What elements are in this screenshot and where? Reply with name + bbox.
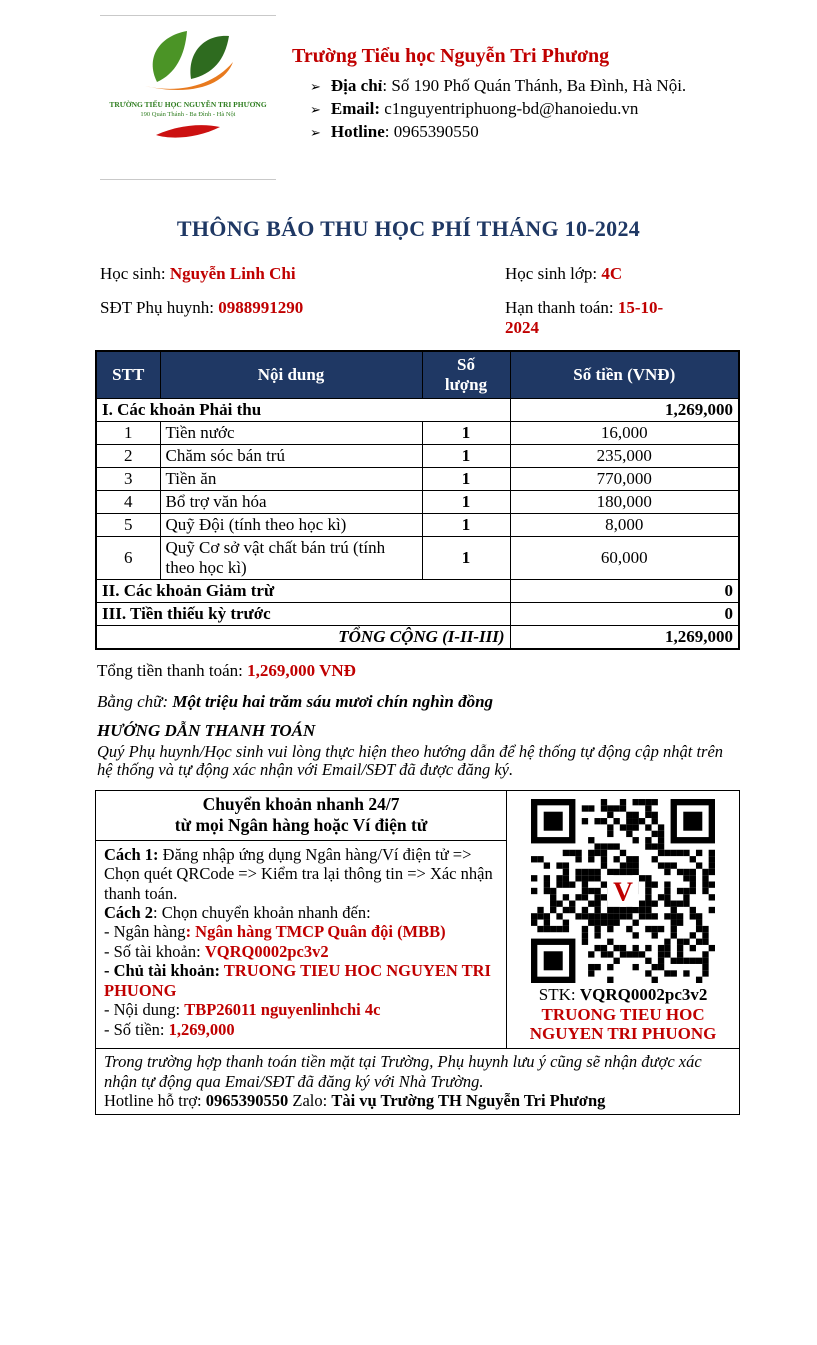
arrow-bullet-icon: ➢ xyxy=(310,125,321,140)
amount-in-words-line xyxy=(0,692,817,712)
row-desc: Tiền ăn xyxy=(160,468,422,491)
due-date-value: 15-10-2024 xyxy=(505,298,664,337)
due-date-line xyxy=(505,298,690,338)
hotline-label: Hotline xyxy=(330,122,385,141)
school-name: Trường Tiểu học Nguyễn Tri Phương xyxy=(292,45,610,67)
bank-value: : Ngân hàng TMCP Quân đội (MBB) xyxy=(185,922,446,942)
payment-note xyxy=(96,1049,740,1115)
row-amount: 180,000 xyxy=(510,491,739,514)
method1-line xyxy=(104,845,498,903)
amount-line xyxy=(104,1020,498,1039)
section-row-deductions xyxy=(96,580,739,603)
parent-phone-label: SĐT Phụ huynh: xyxy=(100,298,219,317)
method1-label: Cách 1: xyxy=(104,844,159,864)
row-qty: 1 xyxy=(422,537,510,580)
page-title: THÔNG BÁO THU HỌC PHÍ THÁNG 10-2024 xyxy=(176,216,641,241)
row-desc: Tiền nước xyxy=(160,422,422,445)
row-stt: 3 xyxy=(96,468,160,491)
red-swoosh-icon xyxy=(152,122,224,142)
qr-code xyxy=(531,799,715,983)
student-name-line xyxy=(100,264,505,284)
address-line xyxy=(310,76,686,96)
table-row xyxy=(96,422,739,445)
hotline-line xyxy=(310,122,686,142)
section1-amount: 1,269,000 xyxy=(510,399,739,422)
support-hotline-label: Hotline hỗ trợ: xyxy=(104,1090,206,1110)
row-amount: 16,000 xyxy=(510,422,739,445)
section-row-receivables xyxy=(96,399,739,422)
account-label: - Số tài khoản: xyxy=(104,941,205,961)
qr-stk-label: STK: xyxy=(538,984,580,1004)
row-stt: 5 xyxy=(96,514,160,537)
payment-guide-title: HƯỚNG DẪN THANH TOÁN xyxy=(97,721,316,740)
cash-payment-note: Trong trường hợp thanh toán tiền mặt tại Trường, Phụ huynh lưu ý cũng sẽ nhận được xác nhận tự động qua Emai/SĐT đã đăng ký với Nhà Trường. xyxy=(104,1052,702,1091)
row-stt: 4 xyxy=(96,491,160,514)
table-row xyxy=(96,468,739,491)
row-qty: 1 xyxy=(422,491,510,514)
due-date-label: Hạn thanh toán: xyxy=(505,298,618,317)
row-desc: Chăm sóc bán trú xyxy=(160,445,422,468)
parent-phone-value: 0988991290 xyxy=(218,298,304,317)
school-info xyxy=(292,15,686,180)
hotline-value: : 0965390550 xyxy=(384,122,479,141)
payment-title-line1: Chuyển khoản nhanh 24/7 xyxy=(202,793,400,814)
row-stt: 2 xyxy=(96,445,160,468)
student-info xyxy=(0,264,817,338)
holder-value: TRUONG TIEU HOC NGUYEN TRI PHUONG xyxy=(104,961,491,1000)
qr-panel xyxy=(507,790,740,1048)
method2-line xyxy=(104,903,498,922)
bank-label: - Ngân hàng xyxy=(104,922,186,942)
address-label: Địa chỉ xyxy=(330,76,383,95)
email-label: Email: xyxy=(330,99,381,118)
leaves-icon xyxy=(123,24,253,98)
parent-phone-line xyxy=(100,298,505,338)
table-row xyxy=(96,445,739,468)
support-line xyxy=(104,1091,731,1110)
total-payment-label: Tổng tiền thanh toán: xyxy=(97,661,248,680)
method2-text: : Chọn chuyển khoản nhanh đến: xyxy=(153,902,371,922)
student-name-value: Nguyễn Linh Chi xyxy=(169,264,296,283)
fee-table xyxy=(95,350,740,650)
section2-label: II. Các khoản Giảm trừ xyxy=(96,580,510,603)
qr-stk-value: VQRQ0002pc3v2 xyxy=(579,984,708,1004)
support-hotline-value: 0965390550 xyxy=(205,1090,289,1110)
content-value: TBP26011 nguyenlinhchi 4c xyxy=(184,1000,381,1020)
table-row xyxy=(96,491,739,514)
arrow-bullet-icon: ➢ xyxy=(310,102,321,117)
holder-line xyxy=(104,961,498,1000)
table-header-row xyxy=(96,351,739,399)
student-name-label: Học sinh: xyxy=(100,264,170,283)
row-qty: 1 xyxy=(422,514,510,537)
row-stt: 6 xyxy=(96,537,160,580)
payment-guide-text: Quý Phụ huynh/Học sinh vui lòng thực hiện theo hướng dẫn để hệ thống tự động cập nhật trên hệ thống và tự động xác nhận với Email/SĐT đã được đăng ký. xyxy=(97,742,724,780)
table-row xyxy=(96,514,739,537)
payment-box-title xyxy=(96,790,507,840)
section3-label: III. Tiền thiếu kỳ trước xyxy=(96,603,510,626)
section3-amount: 0 xyxy=(510,603,739,626)
account-value: VQRQ0002pc3v2 xyxy=(204,941,329,961)
payment-header-row xyxy=(96,790,740,840)
school-logo xyxy=(100,15,276,180)
header xyxy=(0,0,817,180)
row-amount: 60,000 xyxy=(510,537,739,580)
row-qty: 1 xyxy=(422,445,510,468)
logo-school-name: TRƯỜNG TIỂU HỌC NGUYỄN TRI PHƯƠNG xyxy=(109,100,267,109)
student-class-line xyxy=(505,264,690,284)
payment-box xyxy=(95,790,740,1116)
total-amount: 1,269,000 xyxy=(510,626,739,650)
row-desc: Bổ trợ văn hóa xyxy=(160,491,422,514)
row-amount: 8,000 xyxy=(510,514,739,537)
col-header-qty-text: Số lượng xyxy=(444,355,488,394)
method1-text: Đăng nhập ứng dụng Ngân hàng/Ví điện tử => Chọn quét QRCode => Kiểm tra lại thông tin => Xác nhận thanh toán. xyxy=(104,844,493,903)
payment-note-row xyxy=(96,1049,740,1115)
arrow-bullet-icon: ➢ xyxy=(310,79,321,94)
col-header-desc: Nội dung xyxy=(160,351,422,399)
support-zalo-label: Zalo: xyxy=(288,1090,332,1110)
support-zalo-value: Tài vụ Trường TH Nguyễn Tri Phương xyxy=(331,1090,606,1110)
amount-label: - Số tiền: xyxy=(104,1019,169,1039)
bank-line xyxy=(104,922,498,941)
row-desc: Quỹ Cơ sở vật chất bán trú (tính theo học kì) xyxy=(160,537,422,580)
account-line xyxy=(104,942,498,961)
svg-text:V: V xyxy=(613,876,633,907)
total-label: TỔNG CỘNG (I-II-III) xyxy=(96,626,510,650)
method2-label: Cách 2 xyxy=(104,902,154,922)
address-value: : Số 190 Phố Quán Thánh, Ba Đình, Hà Nội. xyxy=(382,76,687,95)
col-header-stt: STT xyxy=(96,351,160,399)
holder-label: - Chủ tài khoản: xyxy=(104,961,224,981)
payment-title-line2: từ mọi Ngân hàng hoặc Ví điện tử xyxy=(174,814,428,835)
total-row xyxy=(96,626,739,650)
row-qty: 1 xyxy=(422,468,510,491)
student-class-label: Học sinh lớp: xyxy=(505,264,602,283)
payment-instructions xyxy=(96,840,507,1048)
total-payment-value: 1,269,000 VNĐ xyxy=(247,661,356,680)
total-payment-line xyxy=(0,661,817,681)
student-class-value: 4C xyxy=(601,264,623,283)
col-header-amount: Số tiền (VNĐ) xyxy=(510,351,739,399)
row-qty: 1 xyxy=(422,422,510,445)
col-header-qty xyxy=(422,351,510,399)
content-label: - Nội dung: xyxy=(104,1000,185,1020)
qr-stk-line xyxy=(511,985,735,1005)
table-row xyxy=(96,537,739,580)
amount-in-words-value: Một triệu hai trăm sáu mươi chín nghìn đồng xyxy=(172,692,494,711)
content-line xyxy=(104,1000,498,1019)
email-line xyxy=(310,99,686,119)
email-value: c1nguyentriphuong-bd@hanoiedu.vn xyxy=(380,99,639,118)
qr-holder-line2: NGUYEN TRI PHUONG xyxy=(529,1024,717,1044)
section2-amount: 0 xyxy=(510,580,739,603)
row-amount: 235,000 xyxy=(510,445,739,468)
amount-in-words-label: Bằng chữ: xyxy=(97,692,173,711)
section1-label: I. Các khoản Phải thu xyxy=(96,399,510,422)
amount-value: 1,269,000 xyxy=(168,1019,235,1039)
qr-holder-line1: TRUONG TIEU HOC xyxy=(541,1004,705,1024)
section-row-previous-debt xyxy=(96,603,739,626)
logo-address: 190 Quán Thánh - Ba Đình - Hà Nội xyxy=(140,111,236,118)
row-desc: Quỹ Đội (tính theo học kì) xyxy=(160,514,422,537)
row-amount: 770,000 xyxy=(510,468,739,491)
row-stt: 1 xyxy=(96,422,160,445)
